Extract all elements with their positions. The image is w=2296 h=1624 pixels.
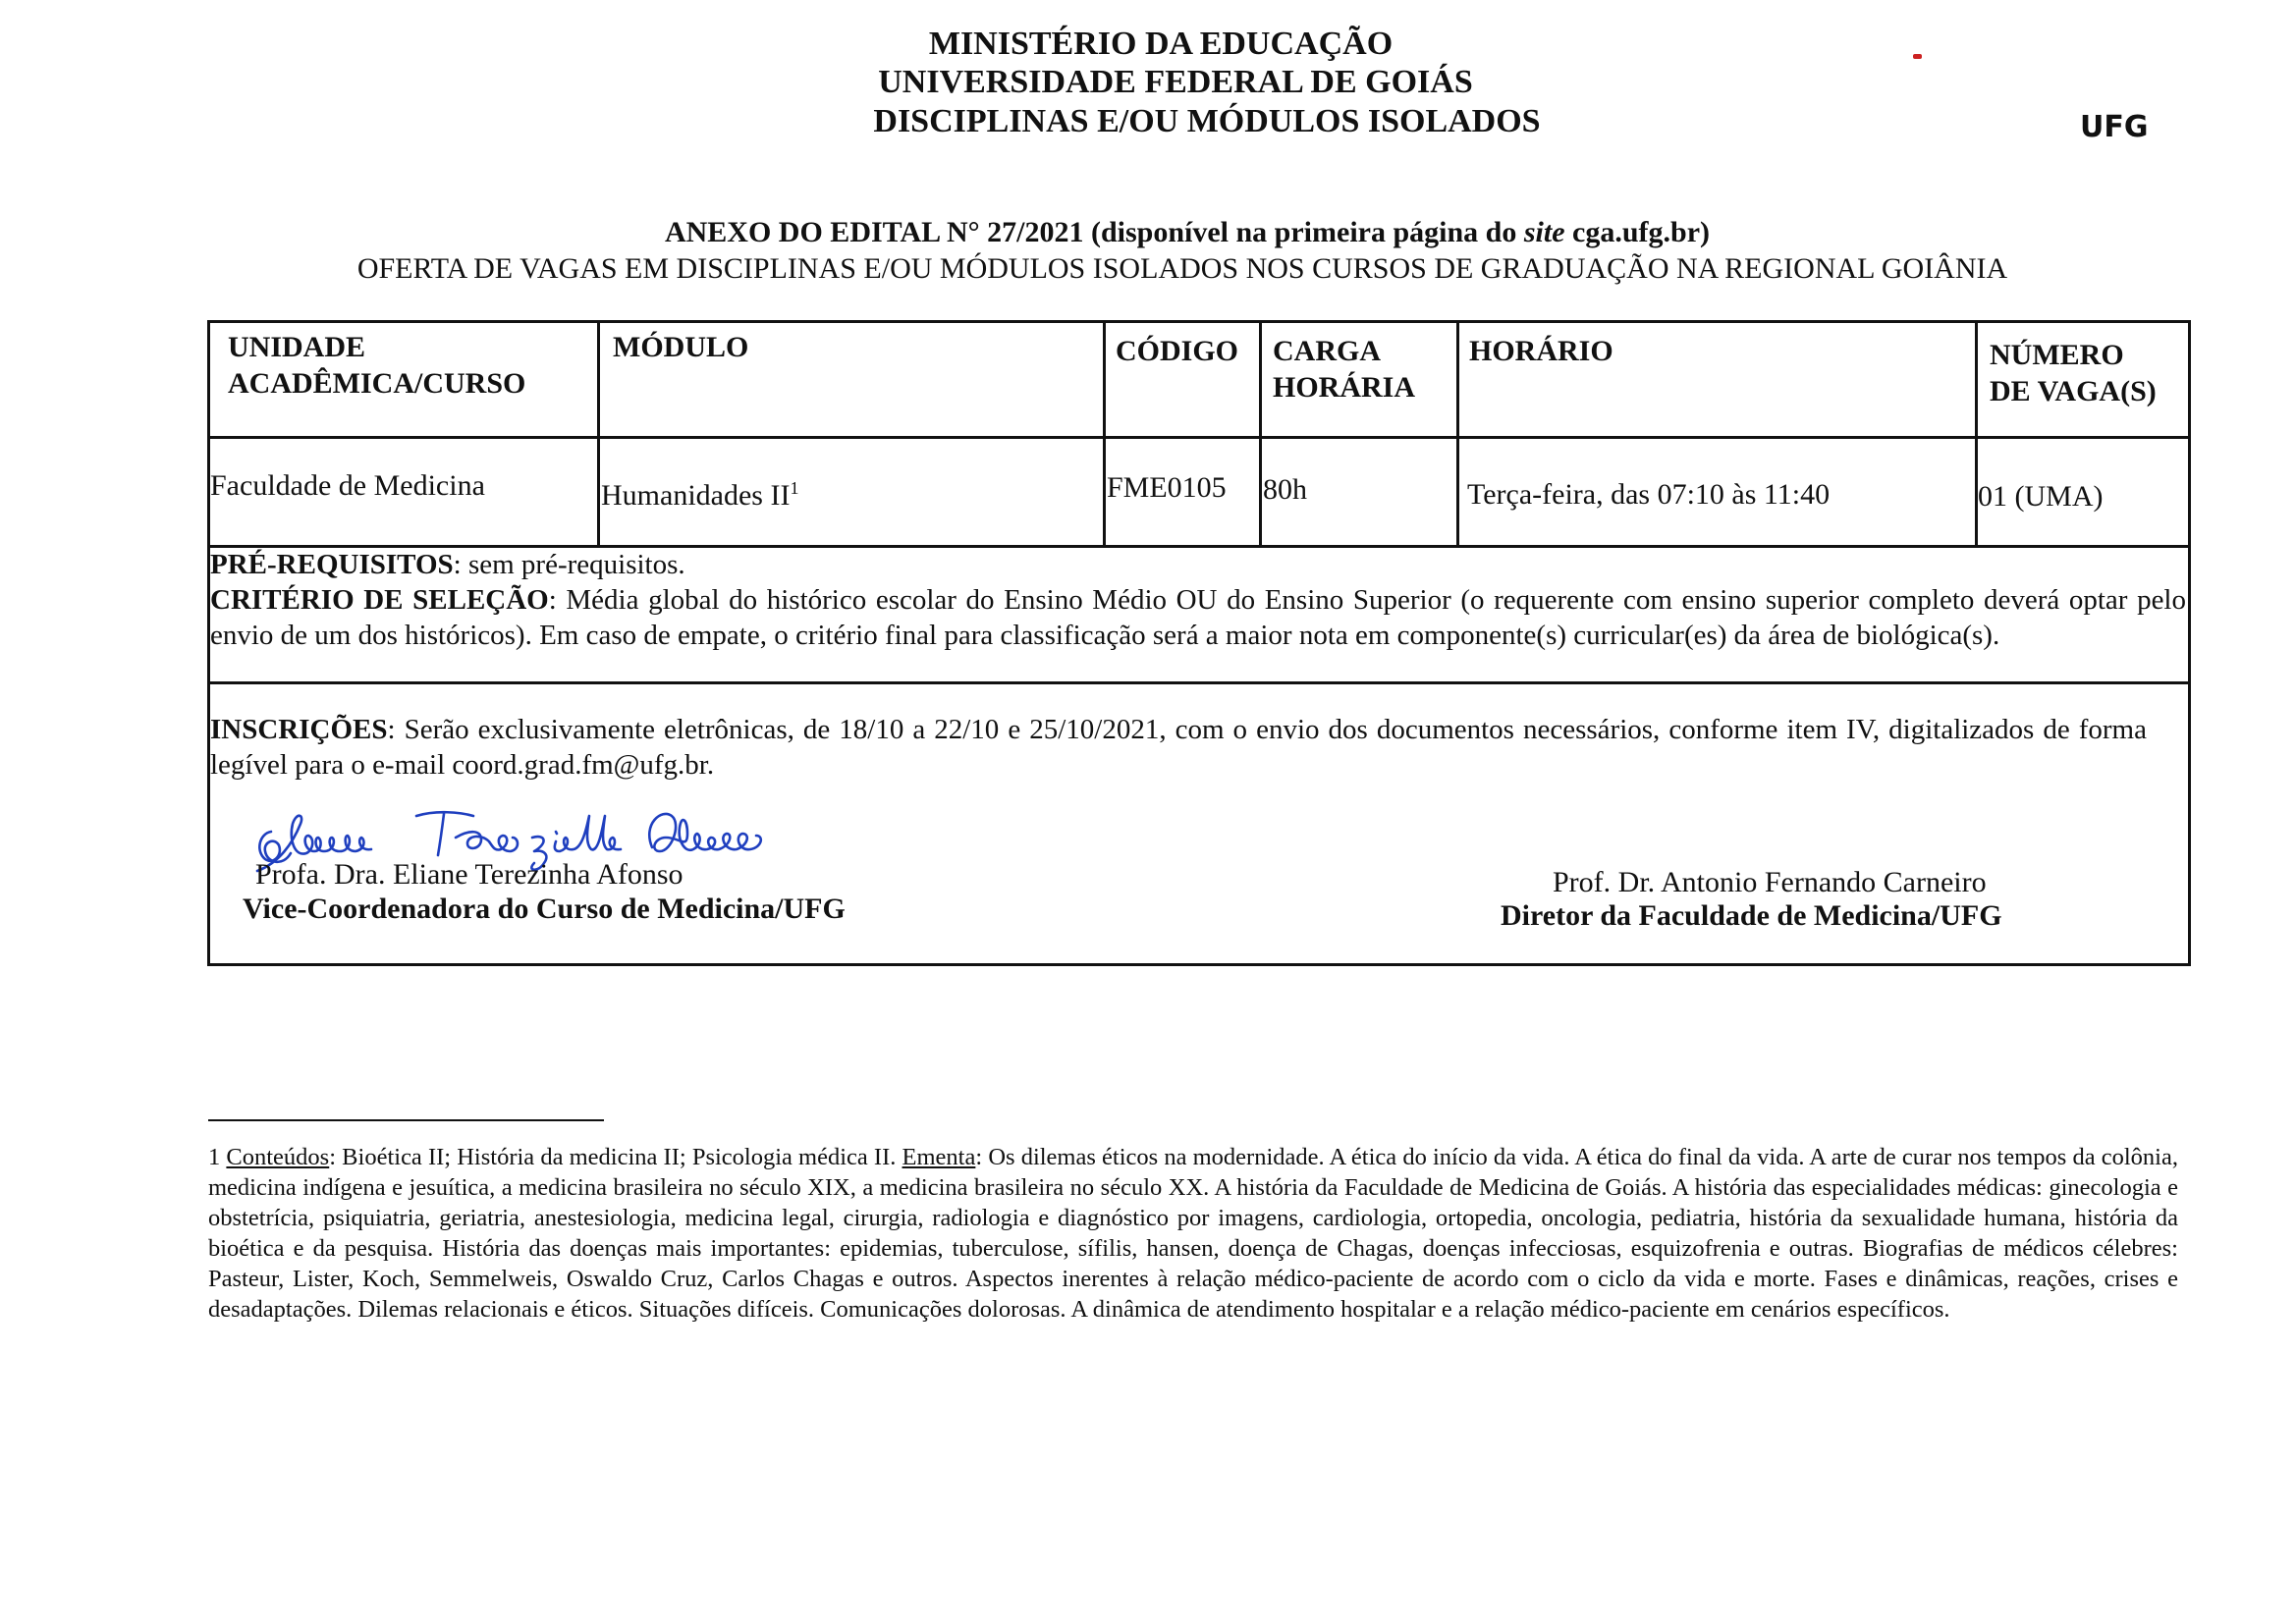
header-unidade — [228, 329, 525, 402]
cell-modulo — [601, 470, 798, 514]
header-modulo: MÓDULO — [613, 331, 749, 363]
footnote-number: 1 — [208, 1144, 221, 1170]
selection-criteria-text: : Média global do histórico escolar do Ensino Médio OU do Ensino Superior (o requerente com ensino superior completo deverá optar pelo envio de um dos históricos). Em caso de empate, o critério final para classificação será a maior nota em componente(s) curricular(es) da área de biológica(s). — [210, 584, 2186, 651]
inscriptions-text: : Serão exclusivamente eletrônicas, de 18/10 a 22/10 e 25/10/2021, com o envio dos documentos necessários, conforme item IV, digitalizados de forma legível para o e-mail coord.grad.fm@ufg.br. — [210, 714, 2147, 781]
inscriptions-block — [210, 712, 2147, 783]
ministry-title: MINISTÉRIO DA EDUCAÇÃO — [928, 26, 1394, 62]
requirements-block — [210, 547, 2186, 653]
prerequisites-label: PRÉ-REQUISITOS — [210, 549, 454, 580]
selection-criteria — [210, 582, 2186, 653]
header-carga-line1: CARGA — [1273, 335, 1381, 367]
table-rule-requirements — [210, 681, 2188, 684]
annex-title-suffix: cga.ufg.br) — [1564, 216, 1711, 248]
left-signatory-role: Vice-Coordenadora do Curso de Medicina/UFG — [243, 893, 846, 925]
header-unidade-line1: UNIDADE — [228, 331, 366, 363]
annex-title — [0, 216, 2296, 249]
header-numero-line2: DE VAGA(S) — [1990, 375, 2157, 407]
header-codigo: CÓDIGO — [1116, 335, 1239, 367]
footnote-ementa-label: Ementa — [902, 1144, 976, 1170]
annex-title-site: site — [1523, 216, 1565, 248]
header-unidade-line2: ACADÊMICA/CURSO — [228, 367, 526, 400]
annex-subtitle: OFERTA DE VAGAS EM DISCIPLINAS E/OU MÓDULOS ISOLADOS NOS CURSOS DE GRADUAÇÃO NA REGIONAL GOIÂNIA — [356, 252, 2008, 285]
prerequisites-text: : sem pré-requisitos. — [453, 549, 685, 580]
footnote-ref: 1 — [790, 478, 799, 498]
right-signatory-name: Prof. Dr. Antonio Fernando Carneiro — [1553, 866, 1987, 898]
offer-table — [207, 320, 2191, 966]
table-rule-header — [210, 436, 2188, 439]
left-signatory-name: Profa. Dra. Eliane Terezinha Afonso — [255, 858, 683, 891]
annex-title-prefix: ANEXO DO EDITAL N° 27/2021 (disponível na primeira página do — [664, 216, 1524, 248]
cell-horario: Terça-feira, das 07:10 às 11:40 — [1467, 478, 1831, 511]
prerequisites — [210, 547, 2186, 582]
header-horario: HORÁRIO — [1469, 335, 1613, 367]
scan-mark — [1913, 54, 1922, 59]
cell-codigo: FME0105 — [1107, 471, 1227, 504]
ufg-logo-text: UFG — [2080, 110, 2149, 144]
footnote-ementa-text: : Os dilemas éticos na modernidade. A ética do início da vida. A ética do final da vida. A arte de curar nos tempos da colônia, medicina indígena e jesuítica, a medicina brasileira no século XIX, a medicina brasileira no século XX. A história da Faculdade de Medicina de Goiás. A história das especialidades médicas: ginecologia e obstetrícia, psiquiatria, geriatria, anestesiologia, medicina legal, cirurgia, radiologia e diagnóstico por imagens, cardiologia, ortopedia, oncologia, pediatria, história da sexualidade humana, história da bioética e da pesquisa. História das doenças mais importantes: epidemias, tuberculose, sífilis, hansen, doença de Chagas, doenças infecciosas, esquizofrenia e outras. Biografias de médicos célebres: Pasteur, Lister, Koch, Semmelweis, Oswaldo Cruz, Carlos Chagas e outros. Aspectos inerentes à relação médico-paciente de acordo com o ciclo da vida e morte. Fases e dinâmicas, reações, crises e desadaptações. Dilemas relacionais e éticos. Situações difíceis. Comunicações dolorosas. A dinâmica de atendimento hospitalar e a relação médico-paciente em cenários específicos. — [208, 1144, 2178, 1323]
table-col-rule — [1259, 323, 1262, 545]
footnote-contents-label: Conteúdos — [226, 1144, 330, 1170]
cell-vagas: 01 (UMA) — [1978, 480, 2104, 513]
cell-carga: 80h — [1263, 473, 1307, 506]
footnote — [208, 1142, 2178, 1325]
header-carga — [1273, 333, 1415, 406]
header-carga-line2: HORÁRIA — [1273, 371, 1416, 404]
university-title: UNIVERSIDADE FEDERAL DE GOIÁS — [878, 64, 1473, 100]
document-category: DISCIPLINAS E/OU MÓDULOS ISOLADOS — [873, 103, 1541, 139]
table-col-rule — [1103, 323, 1106, 545]
table-col-rule — [597, 323, 600, 545]
right-signatory-role: Diretor da Faculdade de Medicina/UFG — [1501, 899, 2002, 932]
cell-modulo-text: Humanidades II — [601, 479, 791, 512]
header-numero-line1: NÚMERO — [1990, 339, 2124, 371]
footnote-rule — [208, 1119, 604, 1121]
selection-criteria-label: CRITÉRIO DE SELEÇÃO — [210, 584, 549, 616]
table-col-rule — [1456, 323, 1459, 545]
header-numero — [1990, 337, 2157, 409]
inscriptions-label: INSCRIÇÕES — [210, 714, 388, 745]
footnote-contents-text: : Bioética II; História da medicina II; Psicologia médica II. — [329, 1144, 902, 1170]
cell-unidade: Faculdade de Medicina — [210, 469, 485, 502]
